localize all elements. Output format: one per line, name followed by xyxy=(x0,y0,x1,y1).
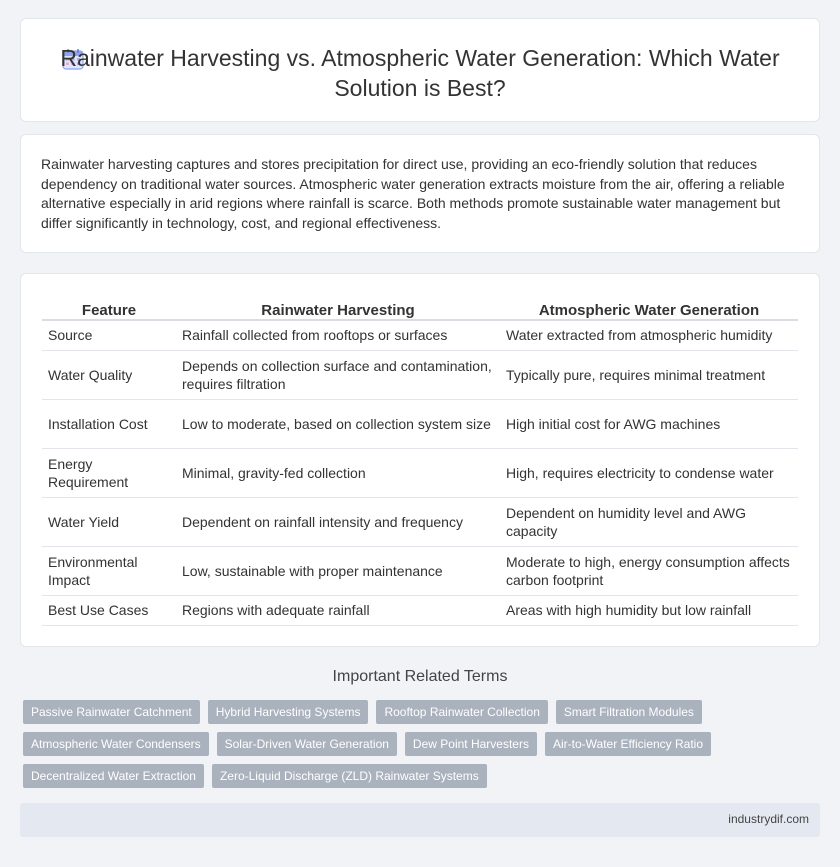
tag-row xyxy=(23,764,803,788)
related-term-tag[interactable]: Zero-Liquid Discharge (ZLD) Rainwater Systems xyxy=(212,764,487,788)
cell-feature: Installation Cost xyxy=(42,399,176,448)
cell-awg: Moderate to high, energy consumption affects carbon footprint xyxy=(500,546,798,595)
related-term-tag[interactable]: Solar-Driven Water Generation xyxy=(217,732,397,756)
tag-row xyxy=(23,700,803,724)
footer xyxy=(20,803,820,837)
table-row xyxy=(42,350,798,399)
intro-paragraph: Rainwater harvesting captures and stores precipitation for direct use, providing an eco-friendly solution that reduces dependency on traditional water sources. Atmospheric water generation extracts moisture from the air, offering a reliable alternative especially in arid regions where rainfall is scarce. Both methods promote sustainable water management but differ significantly in technology, cost, and regional effectiveness. xyxy=(41,156,785,231)
cell-awg: High initial cost for AWG machines xyxy=(500,399,798,448)
related-term-tag[interactable]: Hybrid Harvesting Systems xyxy=(208,700,369,724)
cell-feature: Environmental Impact xyxy=(42,546,176,595)
related-term-tag[interactable]: Smart Filtration Modules xyxy=(556,700,702,724)
related-terms-heading: Important Related Terms xyxy=(332,668,508,685)
cell-feature: Water Quality xyxy=(42,350,176,399)
cell-rainwater: Low, sustainable with proper maintenance xyxy=(176,546,500,595)
cell-awg: Dependent on humidity level and AWG capacity xyxy=(500,497,798,546)
title-card xyxy=(20,18,820,122)
related-term-tag[interactable]: Rooftop Rainwater Collection xyxy=(376,700,547,724)
cell-rainwater: Rainfall collected from rooftops or surfaces xyxy=(176,320,500,350)
page-title: Rainwater Harvesting vs. Atmospheric Water Generation: Which Water Solution is Best? xyxy=(60,45,780,101)
related-term-tag[interactable]: Decentralized Water Extraction xyxy=(23,764,204,788)
related-term-tag[interactable]: Passive Rainwater Catchment xyxy=(23,700,200,724)
table-row xyxy=(42,497,798,546)
cell-awg: Typically pure, requires minimal treatment xyxy=(500,350,798,399)
cell-feature: Energy Requirement xyxy=(42,448,176,497)
cell-rainwater: Low to moderate, based on collection system size xyxy=(176,399,500,448)
related-terms-list xyxy=(23,700,803,796)
header-awg: Atmospheric Water Generation xyxy=(500,296,798,320)
tag-row xyxy=(23,732,803,756)
comparison-table xyxy=(42,296,798,626)
cell-feature: Source xyxy=(42,320,176,350)
cell-rainwater: Dependent on rainfall intensity and frequency xyxy=(176,497,500,546)
related-term-tag[interactable]: Dew Point Harvesters xyxy=(405,732,537,756)
cell-feature: Best Use Cases xyxy=(42,595,176,625)
table-row xyxy=(42,399,798,448)
table-header-row xyxy=(42,296,798,320)
cell-rainwater: Depends on collection surface and contamination, requires filtration xyxy=(176,350,500,399)
header-rainwater: Rainwater Harvesting xyxy=(176,296,500,320)
related-term-tag[interactable]: Air-to-Water Efficiency Ratio xyxy=(545,732,711,756)
cell-awg: High, requires electricity to condense water xyxy=(500,448,798,497)
cell-rainwater: Regions with adequate rainfall xyxy=(176,595,500,625)
cell-rainwater: Minimal, gravity-fed collection xyxy=(176,448,500,497)
table-row xyxy=(42,320,798,350)
table-row xyxy=(42,595,798,625)
footer-site-link[interactable]: industrydif.com xyxy=(728,812,809,826)
cell-feature: Water Yield xyxy=(42,497,176,546)
comparison-card xyxy=(20,273,820,647)
cell-awg: Areas with high humidity but low rainfall xyxy=(500,595,798,625)
table-row xyxy=(42,546,798,595)
table-row xyxy=(42,448,798,497)
header-feature: Feature xyxy=(42,296,176,320)
cell-awg: Water extracted from atmospheric humidity xyxy=(500,320,798,350)
related-term-tag[interactable]: Atmospheric Water Condensers xyxy=(23,732,209,756)
intro-card xyxy=(20,134,820,253)
